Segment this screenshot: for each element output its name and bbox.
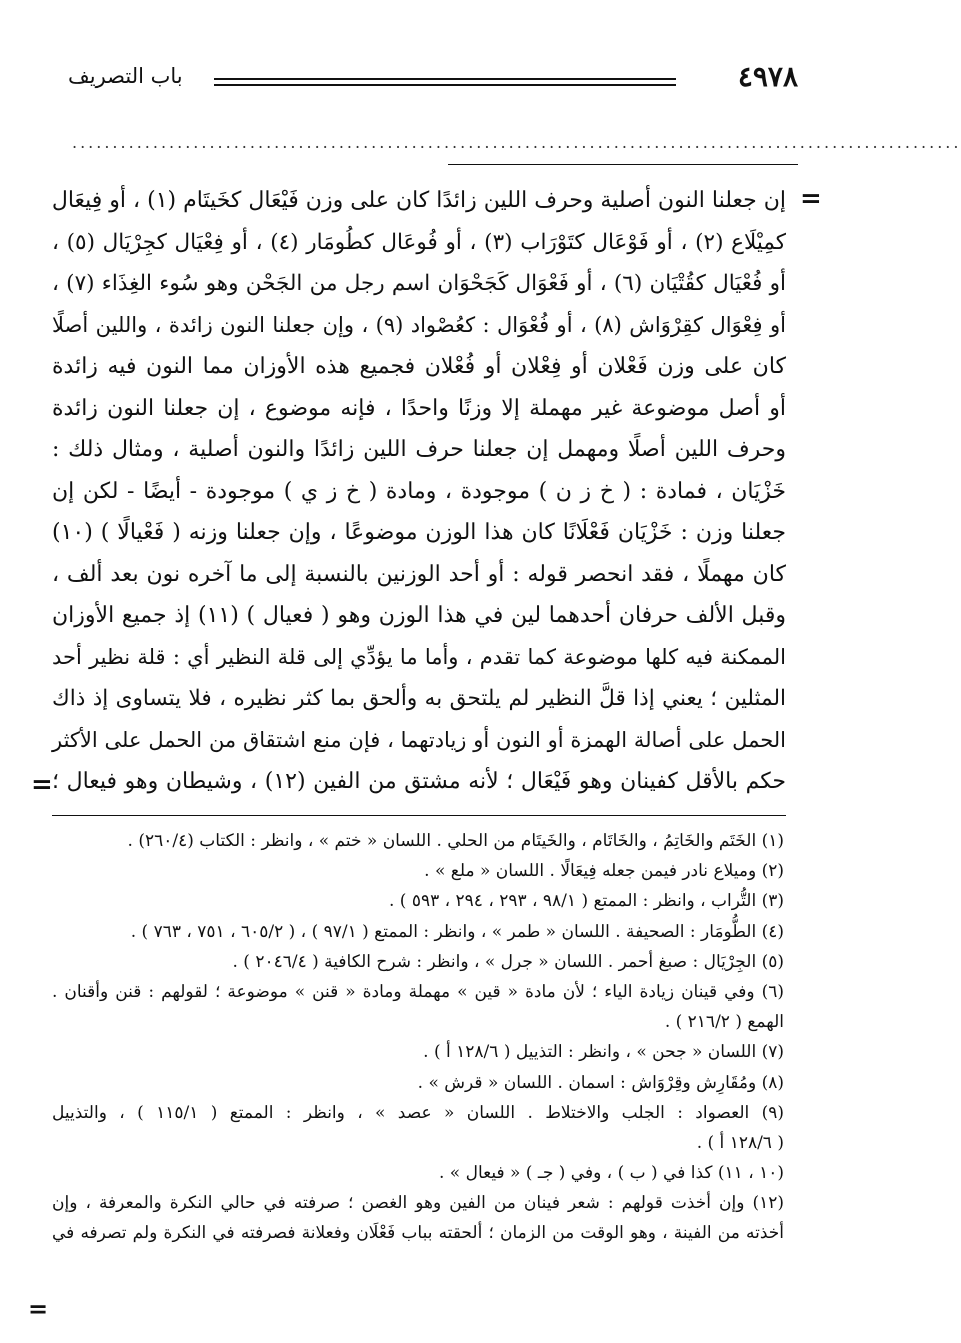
text-line: المثلين ؛ يعني إذا قلَّ النظير لم يلتحق به وألحق بما كثر نظيره ، فلا يتساوى إذ ذاك [52, 686, 786, 711]
text-line: إن جعلنا النون أصلية وحرف اللين زائدًا كان على وزن فَيْعَال كخَيتَام (١) ، أو فِيعَال [51, 188, 786, 213]
footnote-rule [52, 815, 786, 816]
continuation-mark-main-end: = [31, 770, 53, 800]
footnote-line: (٨) ومُقَارِش وقِرْوَاش : اسمان . اللسان « قرش » . [417, 1072, 784, 1093]
footnote-line: (١٠ ، ١١) كذا في ( ب ) ، وفي ( جـ ) « فيعال » . [439, 1163, 784, 1184]
footnote-line: (٩) العصواد : الجلب والاختلاط . اللسان « عصد » ، وانظر : الممتع ( ١١٥/١ ) ، والتذييل [52, 1102, 785, 1123]
text-line: أو فُعْيَال كقُتْيَان (٦) ، أو فَعْوَال كَجَحْوَان اسم رجل من الجَحْن وهو سُوء الغِذَاء (٧) ، [52, 271, 786, 296]
footnote-line: (٢) وميلاع نادر فيمن جعله فِيعَالًا . اللسان « ملع » . [424, 861, 784, 882]
footnote-line: (٥) الجِرْيَال : صبغ أحمر . اللسان « جرل » ، وانظر : شرح الكافية ( ٢٠٤٦/٤ ) . [232, 951, 784, 972]
text-line: حكم بالأقل كفينان وهو فَيْعَال ؛ لأنه مشتق من الفين (١٢) ، وشيطان وهو فيعال ؛ [52, 769, 786, 794]
text-line: جعلنا وزن : خَزْيَان فَعْلَانًا كان هذا الوزن موضوعًا ، وإن جعلنا وزنه ( فَعْيالًا ) (١٠) [52, 520, 786, 545]
text-line: الحمل على أصالة الهمزة أو النون أو زيادتهما ، فإن منع اشتقاق من الحمل على الأكثر [52, 727, 786, 752]
text-line: أو فِعْوَال كقِرْوَاش (٨) ، أو فُعْوَال : كعُصْواد (٩) ، وإن جعلنا النون زائدة ، واللين أصلًا [52, 312, 786, 337]
text-line: كان على وزن فَعْلان أو فِعْلان أو فُعْلان فجميع هذه الأوزان مما النون فيه زائدة [52, 354, 786, 379]
page-number: ٤٩٧٨ [737, 60, 798, 93]
continuation-mark-footnote-end: = [28, 1294, 49, 1323]
footnote-line: (١٢) وإن أخذت قولهم : شعر فينان من الفين وهو الغصن ؛ صرفته في حالي النكرة والمعرفة ، وإن [52, 1193, 784, 1214]
text-line: كمِيْلَاع (٢) ، أو فَوْعَال كتَوْرَاب (٣) ، أو فُوعَال كطُومَار (٤) ، أو فِعْيَال كجِرْيَال (٥) ، [52, 229, 786, 255]
footnote-line: (٣) التُّراب ، وانظر : الممتع ( ٩٨/١ ، ٢٩٣ ، ٢٩٤ ، ٥٩٣ ) . [388, 891, 784, 912]
continuation-mark-top: = [800, 184, 822, 214]
footnote-line: أخذته من الفينة ، وهو الوقت من الزمان ؛ ألحقته بباب فَعْلَان وفعلانة فصرفته في النكرة ولم تصرفه في [52, 1223, 784, 1244]
footnote-line: (١) الخَتَم والخَاتِمُ ، والخَاتَام ، والخَيتَام من الحلي . اللسان « ختم » ، وانظر : الكتاب (٢٦٠/٤) . [127, 831, 784, 851]
text-line: أو أصل موضوعة غير مهملة إلا وزنًا واحدًا ، فإنه موضوع ، إن جعلنا النون زائدة [52, 395, 786, 421]
text-line: كان مهملًا ، فقد انحصر قوله : أو أحد الوزنين بالنسبة إلى ما آخره نون بعد ألف ، [52, 561, 786, 587]
header-double-rule [214, 78, 676, 86]
text-line: خَزْيَان ، فمادة : ( خ ز ن ) موجودة ، ومادة ( خ ز ي ) موجودة - أيضًا - لكن إن [52, 478, 786, 504]
dotted-separator: .............................................................................................................. [72, 133, 961, 152]
footnote-line: الهمع ( ٢١٦/٢ ) . [664, 1012, 784, 1033]
footnotes [52, 826, 784, 1249]
text-top-rule [448, 164, 798, 165]
page-header [68, 56, 798, 100]
footnote-line: (٦) وفي قينان زيادة الياء ؛ لأن مادة « قين » مهملة ومادة « قنن » موضوعة ؛ لقولهم : قنن وأقنان . [52, 981, 784, 1002]
main-text [52, 180, 786, 803]
footnote-line: ( ١٢٨/٦ أ ) . [696, 1132, 784, 1153]
text-line: وقبل الألف حرفان أحدهما لين في هذا الوزن وهو ( فعيال ) (١١) إذ جميع الأوزان [52, 603, 786, 628]
text-line: الممكنة فيه كلها موضوعة كما تقدم ، وأما ما يؤدِّي إلى قلة النظير أي : قلة نظير أحد [52, 644, 786, 669]
running-title: باب التصريف [68, 64, 183, 88]
footnote-line: (٧) اللسان « جحن » ، وانظر : التذييل ( ١٢٨/٦ أ ) . [423, 1042, 784, 1063]
text-line: وحرف اللين أصلًا ومهمل إن جعلنا حرف اللين زائدًا والنون أصلية ، ومثال ذلك : [52, 437, 786, 462]
footnote-line: (٤) الطُّومَار : الصحيفة . اللسان « طمر » ، وانظر : الممتع ( ٩٧/١ ) ، ( ٦٠٥/٢ ، ٧٥١ ، ٧٦٣ ) . [130, 921, 784, 942]
